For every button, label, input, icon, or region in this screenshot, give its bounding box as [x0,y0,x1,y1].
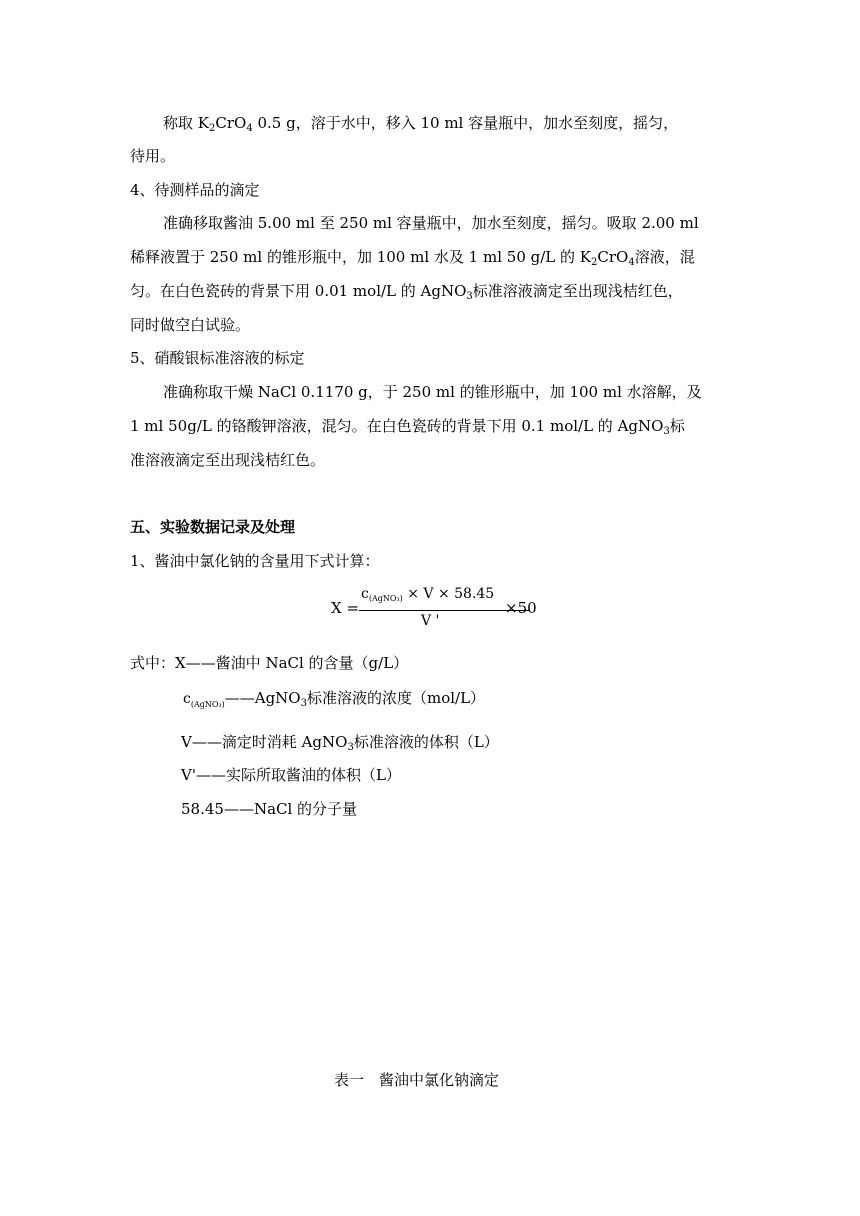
agno3-std-line-1: 准确称取干燥 NaCl 0.1170 g，于 250 ml 的锥形瓶中，加 100 ml 水溶解，及 [163,383,702,401]
agno3-std-line-3: 准溶液滴定至出现浅桔红色。 [130,451,326,469]
k2cro4-prep-line-2: 待用。 [130,147,176,165]
table-caption: 表一 酱油中氯化钠滴定 [334,1071,500,1089]
section-title-data-processing: 五、实验数据记录及处理 [130,518,296,536]
agno3-std-line-2: 1 ml 50g/L 的铬酸钾溶液，混匀。在白色瓷砖的背景下用 0.1 mol/L 的 AgNO$_3$标 [130,417,685,437]
k2cro4-prep-line-1: 称取 $K_2CrO_4$ 0.5 g，溶于水中，移入 10 ml 容量瓶中，加水至刻度，摇匀， [163,114,679,134]
def-v-prime: V'——实际所取酱油的体积（L） [181,766,401,784]
def-c: $c_{(AgNO_3)}——AgNO_3$标准溶液的浓度（mol/L） [183,689,486,709]
formula-denominator: V ' [421,613,440,629]
def-v: V——滴定时消耗 AgNO$_3$标准溶液的体积（L） [181,733,499,753]
nacl-calc-intro: 1、酱油中氯化钠的含量用下式计算： [130,552,380,570]
sample-titration-line-2: 稀释液置于 250 ml 的锥形瓶中，加 100 ml 水及 1 ml 50 g/L 的 $K_2CrO_4$溶液，混 [130,248,695,268]
heading-agno3-standardization: 5、硝酸银标准溶液的标定 [130,349,305,367]
sample-titration-line-1: 准确移取酱油 5.00 ml 至 250 ml 容量瓶中，加水至刻度，摇匀。吸取 2.00 ml [163,214,699,232]
formula-lhs: X = [331,599,360,617]
sample-titration-line-4: 同时做空白试验。 [130,316,251,334]
sample-titration-line-3: 匀。在白色瓷砖的背景下用 0.01 mol/L 的 AgNO$_3$标准溶液滴定至出现浅桔红色， [130,282,683,302]
def-molecular-weight: 58.45——NaCl 的分子量 [181,800,358,818]
formula-multiplier: ×50 [505,599,537,617]
nacl-formula [331,586,551,636]
heading-sample-titration: 4、待测样品的滴定 [130,181,260,199]
def-x: 式中：X——酱油中 NaCl 的含量（g/L） [130,654,409,672]
formula-numerator: $c_{(AgNO_3)} \times V \times 58.45$ [361,586,495,603]
fraction-bar [359,610,529,611]
